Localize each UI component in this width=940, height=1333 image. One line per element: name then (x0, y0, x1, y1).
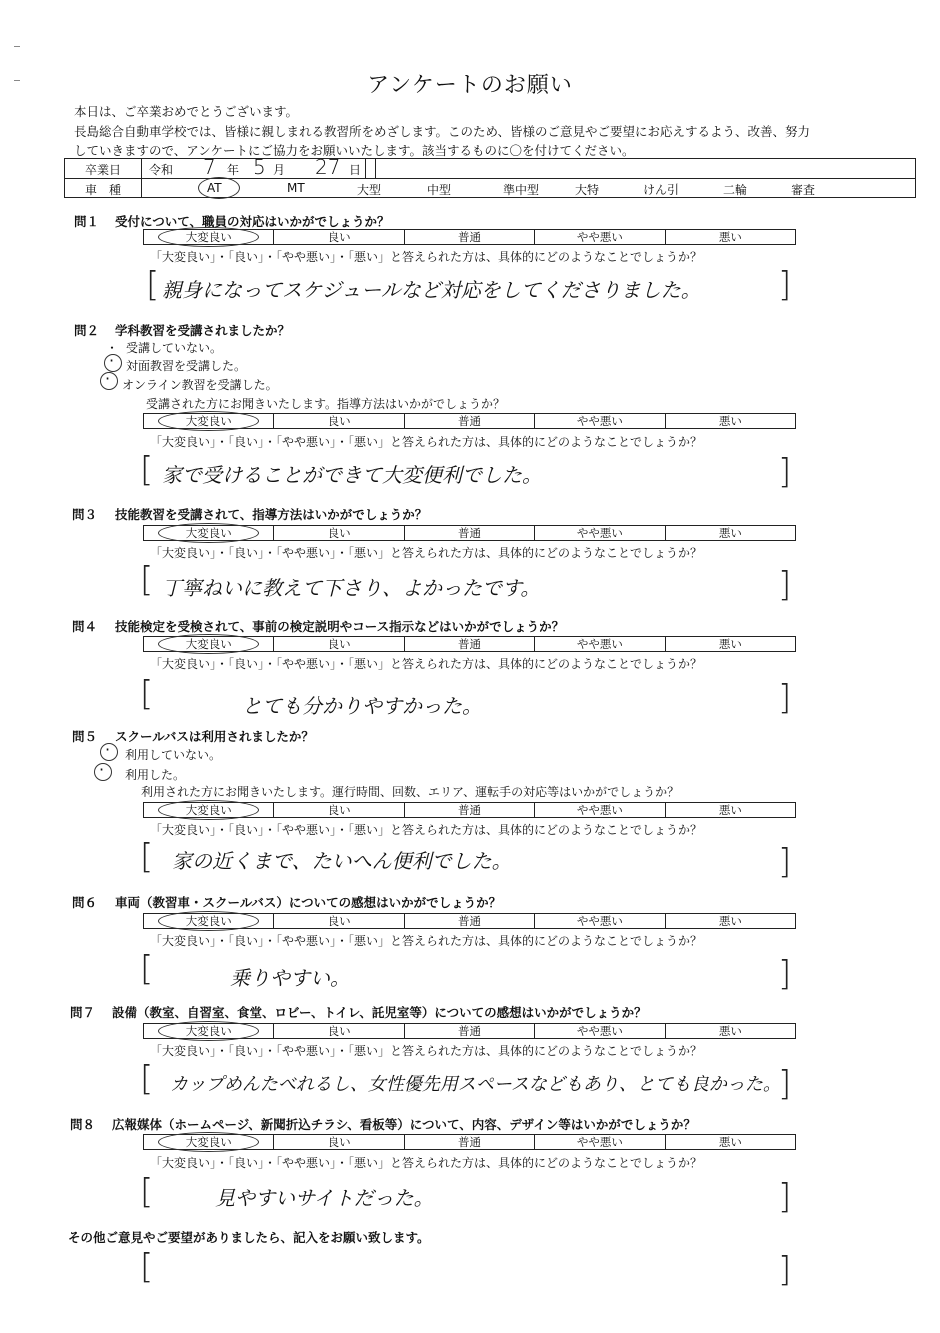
year-value[interactable]: 7 (203, 155, 216, 179)
question-text: 学科教習を受講されましたか？ (115, 323, 291, 338)
selection-circle (198, 177, 240, 199)
rating-option[interactable]: 良い (273, 914, 403, 928)
rating-option[interactable]: 大変良い (144, 230, 273, 244)
vehicle-row (65, 178, 915, 198)
rating-option[interactable]: 大変良い (144, 637, 273, 651)
rating-option[interactable]: 良い (273, 526, 403, 540)
vehicle-label: 車 種 (85, 183, 122, 197)
question-number: 問５ (72, 729, 98, 744)
rating-option[interactable]: やや悪い (534, 1135, 664, 1149)
followup-prompt: 「大変良い」・「良い」・「やや悪い」・「悪い」と答えられた方は、具体的にどのようなことでしょうか？ (150, 1044, 703, 1058)
rating-option[interactable]: 普通 (404, 803, 534, 817)
answer-text[interactable]: 親身になってスケジュールなど対応をしてくださりました。 (162, 278, 701, 302)
vehicle-option[interactable]: けん引 (643, 183, 680, 197)
option-label[interactable]: 利用した。 (125, 768, 186, 782)
rating-option[interactable]: 良い (273, 1135, 403, 1149)
question-number: 問４ (72, 619, 98, 634)
followup-prompt: 「大変良い」・「良い」・「やや悪い」・「悪い」と答えられた方は、具体的にどのようなことでしょうか？ (150, 435, 703, 449)
era-label: 令和 (149, 163, 174, 177)
rating-option[interactable]: 普通 (404, 414, 534, 428)
question-text: 設備（教室、自習室、食堂、ロビー、トイレ、託児室等）についての感想はいかがでしょうか？ (112, 1005, 647, 1020)
rating-option[interactable]: 良い (273, 1024, 403, 1038)
graduation-label: 卒業日 (85, 163, 122, 177)
bracket-right: ] (778, 678, 792, 718)
rating-option[interactable]: 大変良い (144, 1024, 273, 1038)
rating-option[interactable]: 普通 (404, 1024, 534, 1038)
vehicle-option[interactable]: MT (287, 181, 305, 195)
rating-option[interactable]: やや悪い (534, 914, 664, 928)
rating-option[interactable]: 大変良い (144, 803, 273, 817)
vehicle-option[interactable]: 審査 (791, 183, 816, 197)
rating-option[interactable]: 大変良い (144, 1135, 273, 1149)
vehicle-option[interactable]: AT (207, 181, 222, 195)
question-text: 技能検定を受検されて、事前の検定説明やコース指示などはいかがでしょうか？ (115, 619, 565, 634)
subquestion-prompt: 利用された方にお聞きいたします。運行時間、回数、エリア、運転手の対応等はいかがでしょうか？ (141, 785, 680, 799)
bracket-right: ] (778, 1250, 792, 1290)
day-unit: 日 (349, 163, 362, 177)
bracket-left: [ (140, 1059, 154, 1099)
bracket-right: ] (778, 842, 792, 882)
answer-text[interactable]: とても分かりやすかった。 (242, 694, 482, 718)
followup-prompt: 「大変良い」・「良い」・「やや悪い」・「悪い」と答えられた方は、具体的にどのようなことでしょうか？ (150, 657, 703, 671)
answer-text[interactable]: 家の近くまで、たいへん便利でした。 (172, 849, 512, 873)
question-number: 問１ (74, 214, 100, 229)
year-unit: 年 (227, 163, 240, 177)
option-label[interactable]: オンライン教習を受講した。 (122, 378, 278, 392)
bracket-right: ] (778, 265, 792, 305)
rating-option[interactable]: 大変良い (144, 414, 273, 428)
rating-option[interactable]: 普通 (404, 1135, 534, 1149)
bracket-left: [ (140, 450, 154, 490)
rating-option[interactable]: 悪い (665, 1135, 795, 1149)
graduation-row (65, 155, 376, 179)
rating-option[interactable]: 普通 (404, 914, 534, 928)
question-number: 問８ (70, 1117, 96, 1132)
month-unit: 月 (273, 163, 286, 177)
rating-option[interactable]: 良い (273, 230, 403, 244)
option-mark (100, 743, 118, 761)
option-label[interactable]: 利用していない。 (125, 748, 222, 762)
question-number: 問７ (70, 1005, 96, 1020)
rating-option[interactable]: 良い (273, 414, 403, 428)
option-label[interactable]: 受講していない。 (126, 341, 223, 355)
rating-option[interactable]: 良い (273, 803, 403, 817)
rating-scale (143, 1134, 796, 1150)
bracket-right: ] (778, 452, 792, 492)
info-table (64, 155, 916, 198)
rating-option[interactable]: 普通 (404, 637, 534, 651)
rating-option[interactable]: 悪い (665, 526, 795, 540)
bracket-left: [ (140, 949, 154, 989)
other-comments-prompt: その他ご意見やご要望がありましたら、記入をお願い致します。 (68, 1230, 430, 1245)
intro-line: していきますので、アンケートにご協力をお願いいたします。該当するものに〇を付けてください。 (74, 143, 635, 158)
bracket-left: [ (140, 560, 154, 600)
bracket-right: ] (778, 1064, 792, 1104)
rating-scale (143, 913, 796, 929)
bracket-left: [ (140, 1172, 154, 1212)
rating-option[interactable]: 大変良い (144, 526, 273, 540)
rating-option[interactable]: 悪い (665, 914, 795, 928)
rating-option[interactable]: やや悪い (534, 230, 664, 244)
followup-prompt: 「大変良い」・「良い」・「やや悪い」・「悪い」と答えられた方は、具体的にどのようなことでしょうか？ (150, 934, 703, 948)
vehicle-option[interactable]: 二輪 (723, 183, 748, 197)
rating-option[interactable]: 悪い (665, 230, 795, 244)
followup-prompt: 「大変良い」・「良い」・「やや悪い」・「悪い」と答えられた方は、具体的にどのようなことでしょうか？ (150, 823, 703, 837)
rating-option[interactable]: 普通 (404, 526, 534, 540)
intro-line: 長島総合自動車学校では、皆様に親しまれる教習所をめざします。このため、皆様のご意見やご要望にお応えするよう、改善、努力 (74, 124, 811, 139)
intro-line: 本日は、ご卒業おめでとうございます。 (74, 104, 299, 119)
rating-option[interactable]: 悪い (665, 637, 795, 651)
question-number: 問２ (74, 323, 100, 338)
question-text: スクールバスは利用されましたか？ (115, 729, 314, 744)
question-text: 受付について、職員の対応はいかがでしょうか？ (115, 214, 390, 229)
day-value[interactable]: 27 (315, 155, 341, 179)
rating-scale (143, 636, 796, 652)
bracket-left: [ (140, 837, 154, 877)
bracket-right: ] (778, 954, 792, 994)
bracket-right: ] (778, 1177, 792, 1217)
rating-option[interactable]: 普通 (404, 230, 534, 244)
followup-prompt: 「大変良い」・「良い」・「やや悪い」・「悪い」と答えられた方は、具体的にどのようなことでしょうか？ (150, 250, 703, 264)
question-text: 広報媒体（ホームページ、新聞折込チラシ、看板等）について、内容、デザイン等はいかがでしょうか？ (112, 1117, 696, 1132)
rating-scale (143, 1023, 796, 1039)
rating-option[interactable]: やや悪い (534, 526, 664, 540)
scan-speck (14, 80, 20, 81)
question-text: 技能教習を受講されて、指導方法はいかがでしょうか？ (115, 507, 428, 522)
month-value[interactable]: 5 (253, 155, 266, 179)
question-number: 問３ (72, 507, 98, 522)
rating-option[interactable]: 良い (273, 637, 403, 651)
vehicle-option[interactable]: 中型 (427, 183, 452, 197)
answer-text[interactable]: 乗りやすい。 (230, 966, 350, 990)
followup-prompt: 「大変良い」・「良い」・「やや悪い」・「悪い」と答えられた方は、具体的にどのようなことでしょうか？ (150, 1156, 703, 1170)
bracket-left: [ (146, 265, 160, 305)
rating-scale (143, 413, 796, 429)
bracket-right: ] (778, 565, 792, 605)
rating-option[interactable]: 悪い (665, 803, 795, 817)
question-number: 問６ (72, 895, 98, 910)
option-bullet: ・ (106, 341, 119, 355)
answer-text[interactable]: カップめんたべれるし、女性優先用スペースなどもあり、とても良かった。 (170, 1074, 781, 1095)
rating-scale (143, 525, 796, 541)
rating-option[interactable]: 大変良い (144, 914, 273, 928)
rating-scale (143, 802, 796, 818)
rating-option[interactable]: やや悪い (534, 803, 664, 817)
option-mark (100, 372, 118, 390)
rating-option[interactable]: 悪い (665, 1024, 795, 1038)
rating-option[interactable]: やや悪い (534, 414, 664, 428)
vehicle-option[interactable]: 準中型 (503, 183, 540, 197)
answer-text[interactable]: 見やすいサイトだった。 (215, 1186, 434, 1210)
rating-option[interactable]: 悪い (665, 414, 795, 428)
option-label[interactable]: 対面教習を受講した。 (126, 359, 247, 373)
bracket-left: [ (140, 1247, 154, 1287)
vehicle-option[interactable]: 大特 (575, 183, 600, 197)
scan-speck (14, 46, 20, 47)
rating-option[interactable]: やや悪い (534, 1024, 664, 1038)
answer-text[interactable]: 家で受けることができて大変便利でした。 (162, 463, 542, 487)
page-title: アンケートのお願い (367, 73, 573, 98)
answer-text[interactable]: 丁寧ねいに教えて下さり、よかったです。 (162, 576, 541, 600)
vehicle-option[interactable]: 大型 (357, 183, 382, 197)
subquestion-prompt: 受講された方にお聞きいたします。指導方法はいかがでしょうか？ (146, 397, 506, 411)
followup-prompt: 「大変良い」・「良い」・「やや悪い」・「悪い」と答えられた方は、具体的にどのようなことでしょうか？ (150, 546, 703, 560)
question-text: 車両（教習車・スクールバス）についての感想はいかがでしょうか？ (115, 895, 502, 910)
bracket-left: [ (140, 674, 154, 714)
option-mark (94, 763, 112, 781)
rating-option[interactable]: やや悪い (534, 637, 664, 651)
rating-scale (143, 229, 796, 245)
